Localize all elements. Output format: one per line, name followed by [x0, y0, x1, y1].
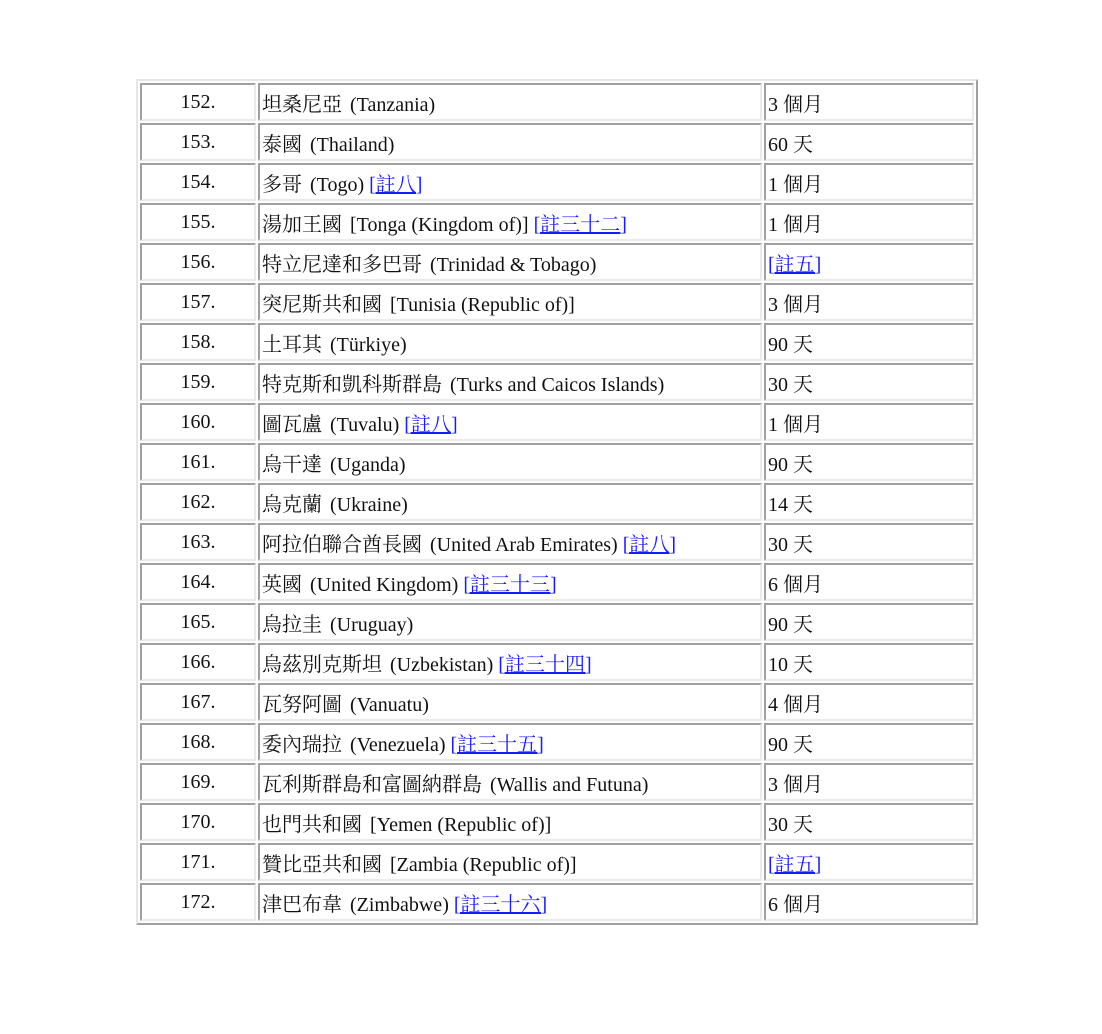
stay-cell: 14 天 [764, 483, 974, 521]
country-zh: 贊比亞共和國 [262, 853, 382, 876]
country-en: [Tonga (Kingdom of)] [350, 213, 529, 236]
table-row [140, 523, 974, 561]
table-row [140, 803, 974, 841]
table-row [140, 243, 974, 281]
country-cell [258, 763, 762, 801]
country-zh: 圖瓦盧 [262, 413, 322, 436]
country-zh: 烏克蘭 [262, 493, 322, 516]
row-number: 172. [140, 883, 256, 921]
country-cell [258, 163, 762, 201]
country-en: (Thailand) [310, 133, 395, 156]
stay-cell: 3 個月 [764, 283, 974, 321]
country-en: [Tunisia (Republic of)] [390, 293, 575, 316]
country-en: (Tanzania) [350, 93, 436, 116]
country-cell [258, 203, 762, 241]
country-zh: 泰國 [262, 133, 302, 156]
country-cell [258, 483, 762, 521]
row-number: 162. [140, 483, 256, 521]
country-zh: 坦桑尼亞 [262, 93, 342, 116]
country-en: (Togo) [310, 173, 365, 196]
country-cell [258, 603, 762, 641]
row-number: 156. [140, 243, 256, 281]
country-en: (Trinidad & Tobago) [430, 253, 597, 276]
stay-cell: 1 個月 [764, 203, 974, 241]
country-zh: 突尼斯共和國 [262, 293, 382, 316]
country-en: (Venezuela) [350, 733, 446, 756]
stay-cell: 90 天 [764, 603, 974, 641]
table-row [140, 363, 974, 401]
note-link[interactable]: [註八] [622, 533, 677, 556]
country-en: (Wallis and Futuna) [490, 773, 649, 796]
row-number: 165. [140, 603, 256, 641]
country-zh: 瓦利斯群島和富圖納群島 [262, 773, 482, 796]
country-zh: 烏干達 [262, 453, 322, 476]
row-number: 168. [140, 723, 256, 761]
table-row [140, 883, 974, 921]
table-row [140, 403, 974, 441]
note-link[interactable]: [註三十四] [498, 653, 592, 676]
note-link[interactable]: [註五] [768, 253, 822, 276]
row-number: 153. [140, 123, 256, 161]
table-row [140, 643, 974, 681]
country-en: [Zambia (Republic of)] [390, 853, 577, 876]
stay-cell: 30 天 [764, 803, 974, 841]
country-cell [258, 283, 762, 321]
stay-cell: 90 天 [764, 323, 974, 361]
table-row [140, 203, 974, 241]
table-row [140, 483, 974, 521]
country-en: (Türkiye) [330, 333, 407, 356]
stay-cell: 90 天 [764, 723, 974, 761]
country-en: (Tuvalu) [330, 413, 400, 436]
note-link[interactable]: [註八] [404, 413, 458, 436]
note-link[interactable]: [註三十二] [533, 213, 627, 236]
stay-cell: 1 個月 [764, 403, 974, 441]
country-zh: 土耳其 [262, 333, 322, 356]
table-row [140, 563, 974, 601]
stay-cell: 30 天 [764, 523, 974, 561]
country-zh: 多哥 [262, 173, 302, 196]
country-en: (Vanuatu) [350, 693, 429, 716]
country-en: (Uruguay) [330, 613, 414, 636]
country-en: (Ukraine) [330, 493, 408, 516]
row-number: 154. [140, 163, 256, 201]
stay-cell: 3 個月 [764, 763, 974, 801]
note-link[interactable]: [註五] [768, 853, 822, 876]
stay-cell: 6 個月 [764, 563, 974, 601]
visa-free-table [136, 79, 978, 925]
country-zh: 瓦努阿圖 [262, 693, 342, 716]
table-row [140, 683, 974, 721]
country-cell [258, 843, 762, 881]
row-number: 158. [140, 323, 256, 361]
country-en: (Zimbabwe) [350, 893, 449, 916]
row-number: 155. [140, 203, 256, 241]
country-en: (Uzbekistan) [390, 653, 494, 676]
country-cell [258, 723, 762, 761]
stay-cell: 1 個月 [764, 163, 974, 201]
country-cell [258, 123, 762, 161]
row-number: 167. [140, 683, 256, 721]
country-cell [258, 683, 762, 721]
country-zh: 委內瑞拉 [262, 733, 342, 756]
note-link[interactable]: [註三十六] [453, 893, 548, 916]
row-number: 170. [140, 803, 256, 841]
table-row [140, 443, 974, 481]
stay-cell: 30 天 [764, 363, 974, 401]
row-number: 159. [140, 363, 256, 401]
country-zh: 湯加王國 [262, 213, 342, 236]
country-en: [Yemen (Republic of)] [370, 813, 552, 836]
row-number: 166. [140, 643, 256, 681]
row-number: 157. [140, 283, 256, 321]
country-zh: 烏拉圭 [262, 613, 322, 636]
country-en: (United Kingdom) [310, 573, 459, 596]
country-en: (Uganda) [330, 453, 406, 476]
row-number: 160. [140, 403, 256, 441]
country-zh: 特立尼達和多巴哥 [262, 253, 422, 276]
stay-cell: 4 個月 [764, 683, 974, 721]
country-cell [258, 643, 762, 681]
stay-cell [764, 843, 974, 881]
table-row [140, 763, 974, 801]
country-cell [258, 403, 762, 441]
table-row [140, 603, 974, 641]
country-zh: 英國 [262, 573, 302, 596]
note-link[interactable]: [註三十三] [463, 573, 557, 596]
country-cell [258, 443, 762, 481]
row-number: 163. [140, 523, 256, 561]
table-row [140, 83, 974, 121]
table-row [140, 283, 974, 321]
stay-cell: 90 天 [764, 443, 974, 481]
row-number: 171. [140, 843, 256, 881]
table-row [140, 723, 974, 761]
country-cell [258, 523, 762, 561]
country-cell [258, 563, 762, 601]
country-cell [258, 323, 762, 361]
country-zh: 阿拉伯聯合酋長國 [262, 533, 422, 556]
stay-cell [764, 243, 974, 281]
country-cell [258, 363, 762, 401]
table-row [140, 163, 974, 201]
table-row [140, 123, 974, 161]
stay-cell: 6 個月 [764, 883, 974, 921]
note-link[interactable]: [註三十五] [450, 733, 544, 756]
country-cell [258, 243, 762, 281]
stay-cell: 3 個月 [764, 83, 974, 121]
country-en: (Turks and Caicos Islands) [450, 373, 665, 396]
note-link[interactable]: [註八] [369, 173, 423, 196]
country-cell [258, 83, 762, 121]
table-row [140, 323, 974, 361]
country-zh: 特克斯和凱科斯群島 [262, 373, 442, 396]
row-number: 161. [140, 443, 256, 481]
country-zh: 烏茲別克斯坦 [262, 653, 382, 676]
stay-cell: 60 天 [764, 123, 974, 161]
row-number: 169. [140, 763, 256, 801]
country-cell [258, 803, 762, 841]
row-number: 152. [140, 83, 256, 121]
stay-cell: 10 天 [764, 643, 974, 681]
table-row [140, 843, 974, 881]
country-zh: 津巴布韋 [262, 893, 342, 916]
country-en: (United Arab Emirates) [430, 533, 618, 556]
country-zh: 也門共和國 [262, 813, 362, 836]
row-number: 164. [140, 563, 256, 601]
country-cell [258, 883, 762, 921]
